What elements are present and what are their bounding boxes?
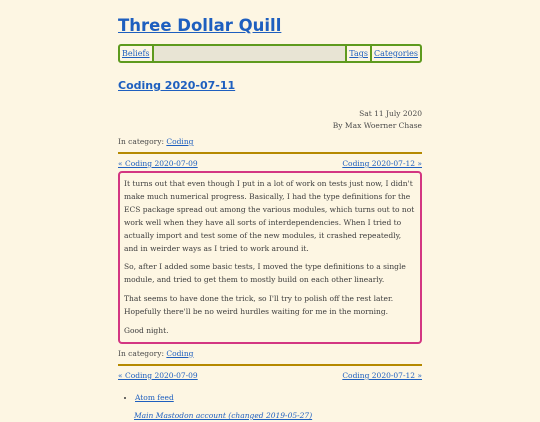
nav-tags-link[interactable]: Tags [349,49,368,58]
next-post-link-top[interactable]: Coding 2020-07-12 » [342,159,422,168]
prev-post-link-bottom[interactable]: « Coding 2020-07-09 [118,370,198,380]
nav-categories-link[interactable]: Categories [374,49,418,58]
atom-feed-link[interactable]: Atom feed [135,392,174,402]
page [118,0,422,422]
post-content [118,171,422,344]
list-item [134,410,422,422]
post-paragraph-4: Good night. [124,326,169,336]
top-nav [118,44,422,63]
next-post-link-bottom[interactable]: Coding 2020-07-12 » [342,370,422,380]
category-label: In category: [118,137,164,146]
post-paragraph-2: So, after I added some basic tests, I moved the type definitions to a single module, and tried to get them to mostly build on each other linearly. [124,262,406,285]
footer-links [118,392,422,422]
post-author: By Max Woerner Chase [332,121,422,130]
post-paragraph-3: That seems to have done the trick, so I'll try to polish off the rest later. Hopefully there'll be no weird hurdles waiting for me in the morning. [124,294,394,317]
category-link-top[interactable]: Coding [166,137,194,146]
nav-spacer [152,46,348,61]
pager-bottom [118,370,422,382]
prev-post-link-top[interactable]: « Coding 2020-07-09 [118,159,198,168]
nav-beliefs-link[interactable]: Beliefs [122,49,150,58]
category-label: In category: [118,348,164,358]
post-meta [118,108,422,132]
divider-bottom [118,364,422,366]
divider-top [118,152,422,154]
post-title-link[interactable]: Coding 2020-07-11 [118,79,236,92]
pager-top [118,158,422,170]
site-title-link[interactable]: Three Dollar Quill [118,16,282,35]
post-category-top [118,136,422,148]
post-category-bottom [118,348,422,360]
category-link-bottom[interactable]: Coding [166,348,194,358]
list-item [135,392,422,404]
mastodon-link[interactable]: Main Mastodon account (changed 2019-05-27) [134,410,313,420]
post-date: Sat 11 July 2020 [359,109,422,118]
post-paragraph-1: It turns out that even though I put in a lot of work on tests just now, I didn't make much numerical progress. Basically, I had the type definitions for the ECS package spread out among the various modules, which turns out to not work well when they have all sorts of interdependencies. When I tried to actually import and test some of the new modules, it crashed repeatedly, and in weirder ways as I tried to work around it. [124,179,415,253]
